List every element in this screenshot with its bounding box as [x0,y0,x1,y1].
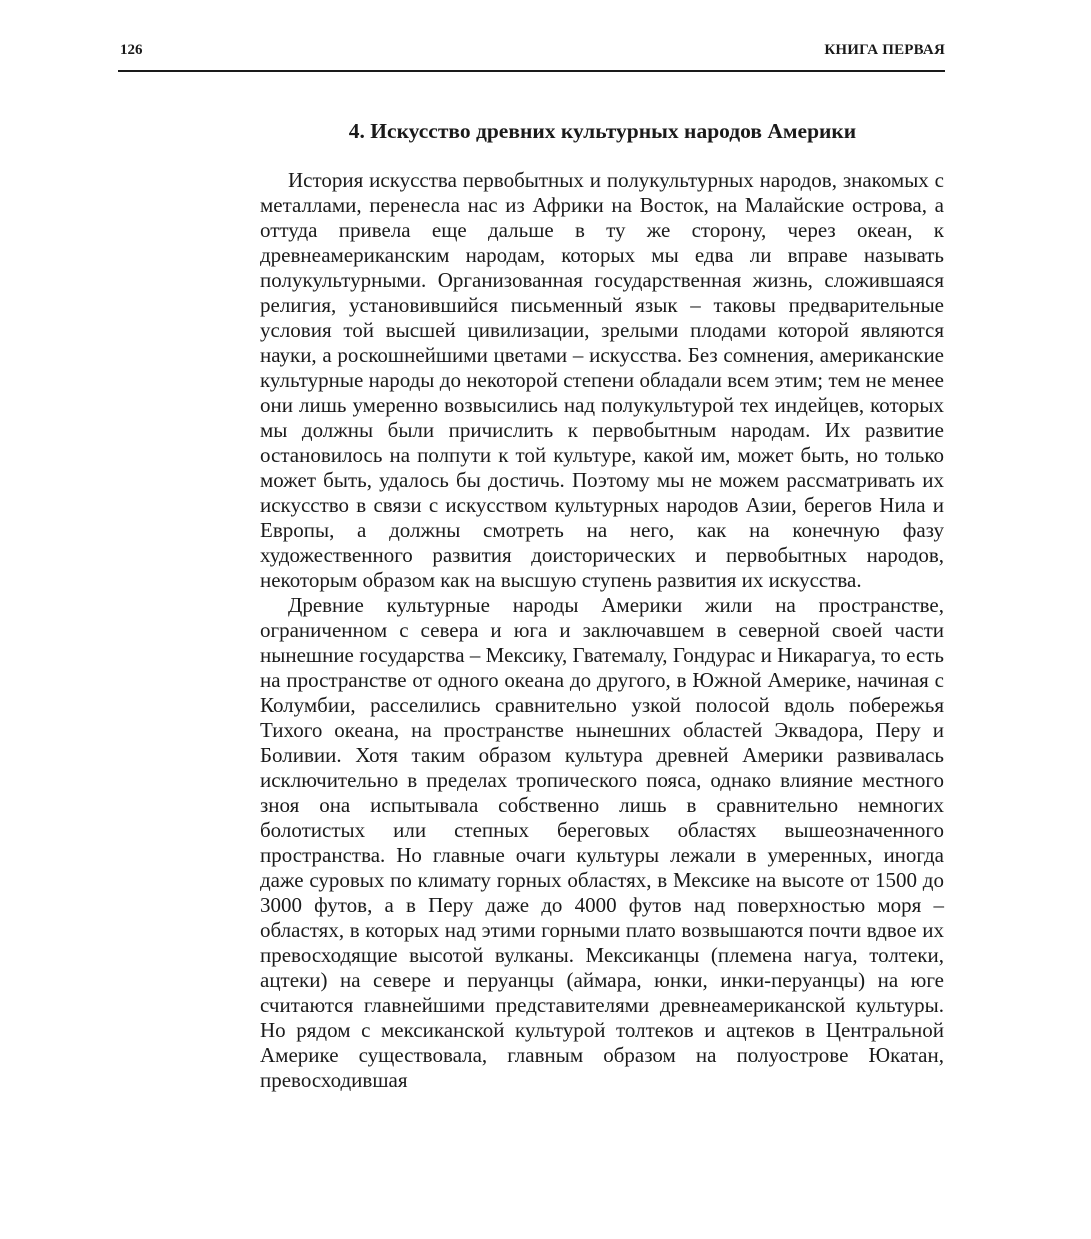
body-text [260,168,944,1093]
page-number: 126 [120,42,143,58]
paragraph-1: История искусства первобытных и полукультурных народов, знакомых с металлами, перенесла нас из Африки на Восток, на Малайские острова, а оттуда привела еще дальше в ту же сторону, через океан, к древнеамериканским народам, которых мы едва ли вправе называть полукультурными. Организованная государственная жизнь, сложившаяся религия, установившийся письменный язык – таковы предварительные условия той высшей цивилизации, зрелыми плодами которой являются науки, а роскошнейшими цветами – искусства. Без сомнения, американские культурные народы до некоторой степени обладали всем этим; тем не менее они лишь умеренно возвысились над полукультурой тех индейцев, которых мы должны были причислить к первобытным народам. Их развитие остановилось на полпути к той культуре, какой им, может быть, но только может быть, удалось бы достичь. Поэтому мы не можем рассматривать их искусство в связи с искусством культурных народов Азии, берегов Нила и Европы, а должны смотреть на него, как на конечную фазу художественного развития доисторических и первобытных народов, некоторым образом как на высшую ступень развития их искусства. [260,168,944,592]
section-heading: 4. Искусство древних культурных народов Америки [348,119,857,143]
running-header [120,42,945,64]
running-book-title: КНИГА ПЕРВАЯ [824,42,945,58]
header-rule [118,70,945,72]
paragraph-2: Древние культурные народы Америки жили на пространстве, ограниченном с севера и юга и заключавшем в северной своей части нынешние государства – Мексику, Гватемалу, Гондурас и Никарагуа, то есть на пространстве от одного океана до другого, в Южной Америке, начиная с Колумбии, расселились сравнительно узкой полосой вдоль побережья Тихого океана, на пространстве нынешних областей Эквадора, Перу и Боливии. Хотя таким образом культура древней Америки развивалась исключительно в пределах тропического пояса, однако влияние местного зноя она испытывала собственно лишь в сравнительно немногих болотистых или степных береговых областях вышеозначенного пространства. Но главные очаги культуры лежали в умеренных, иногда даже суровых по климату горных областях, в Мексике на высоте от 1500 до 3000 футов, а в Перу даже до 4000 футов над поверхностью моря – областях, в которых над этими горными плато возвышаются почти вдвое их превосходящие высотой вулканы. Мексиканцы (племена нагуа, толтеки, ацтеки) на севере и перуанцы (аймара, юнки, инки-перуанцы) на юге считаются главнейшими представителями древнеамериканской культуры. Но рядом с мексиканской культурой толтеков и ацтеков в Центральной Америке существовала, главным образом на полуострове Юкатан, превосходившая [260,593,944,1092]
